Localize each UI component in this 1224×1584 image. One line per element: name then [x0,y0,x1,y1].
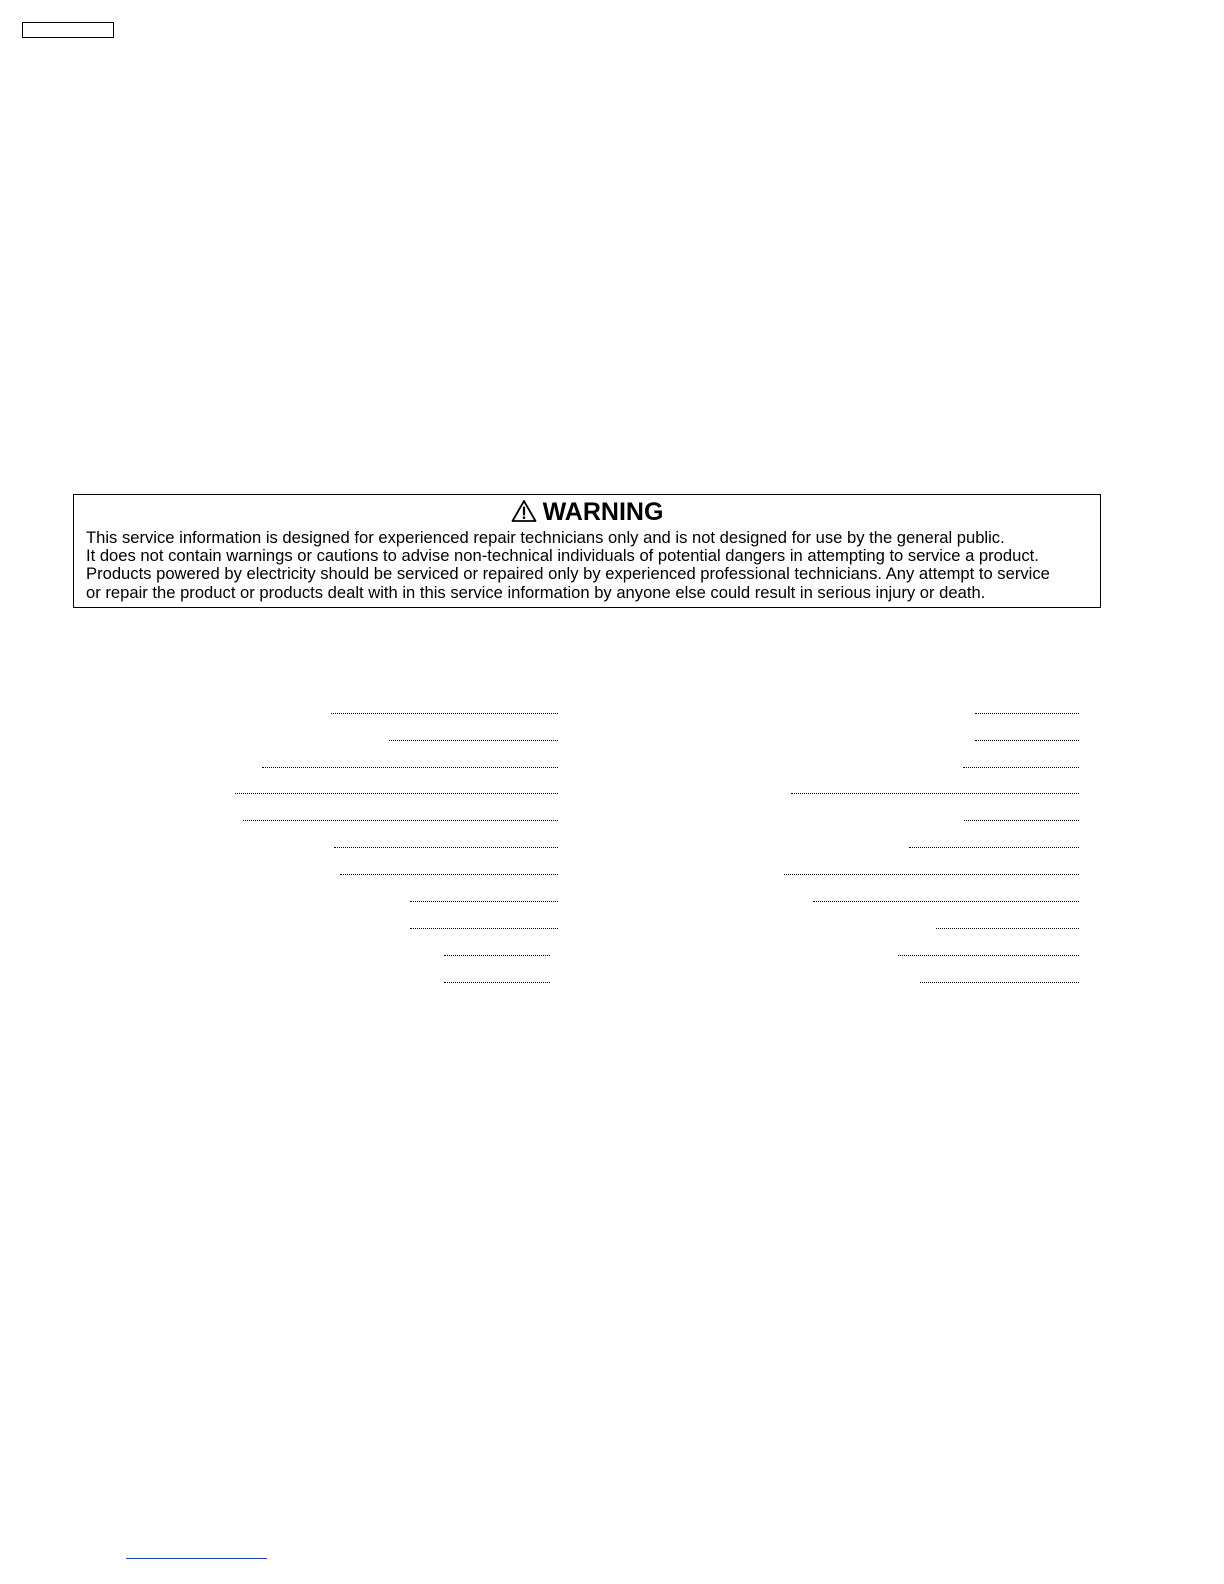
toc-leader [909,847,1079,848]
toc-leader [331,713,558,714]
toc-leader [444,982,550,983]
toc-leader [243,820,558,821]
toc-leader [784,874,1079,875]
page-id-box [22,22,114,38]
warning-text-line: or repair the product or products dealt with in this service information by anyone else could result in serious injury or death. [86,582,986,602]
toc-leader [334,847,558,848]
warning-triangle-icon [511,499,537,523]
toc-leader [235,793,558,794]
toc-leader [920,982,1079,983]
toc-leader [791,793,1079,794]
warning-heading [86,497,1088,529]
warning-text-line: This service information is designed for experienced repair technicians only and is not designed for use by the general public. [86,528,1005,547]
toc-leader [975,740,1079,741]
toc-leader [975,713,1079,714]
toc-leader [410,928,558,929]
toc-leader [444,955,550,956]
warning-title: WARNING [542,498,664,526]
warning-text-line: It does not contain warnings or cautions to advise non-technical individuals of potential dangers in attempting to service a product. [86,546,1039,566]
toc-leader [964,820,1079,821]
toc-leader [813,901,1079,902]
footer-link-underline[interactable] [126,1558,267,1559]
toc-leader [898,955,1079,956]
toc-leader [963,767,1079,768]
warning-box [73,494,1101,608]
warning-text-line: Products powered by electricity should be serviced or repaired only by experienced professional technicians. Any attempt to service [86,564,1050,584]
toc-leader [389,740,558,741]
toc-leader [262,767,558,768]
toc-leader [410,901,558,902]
toc-leader [936,928,1079,929]
toc-leader [340,874,558,875]
